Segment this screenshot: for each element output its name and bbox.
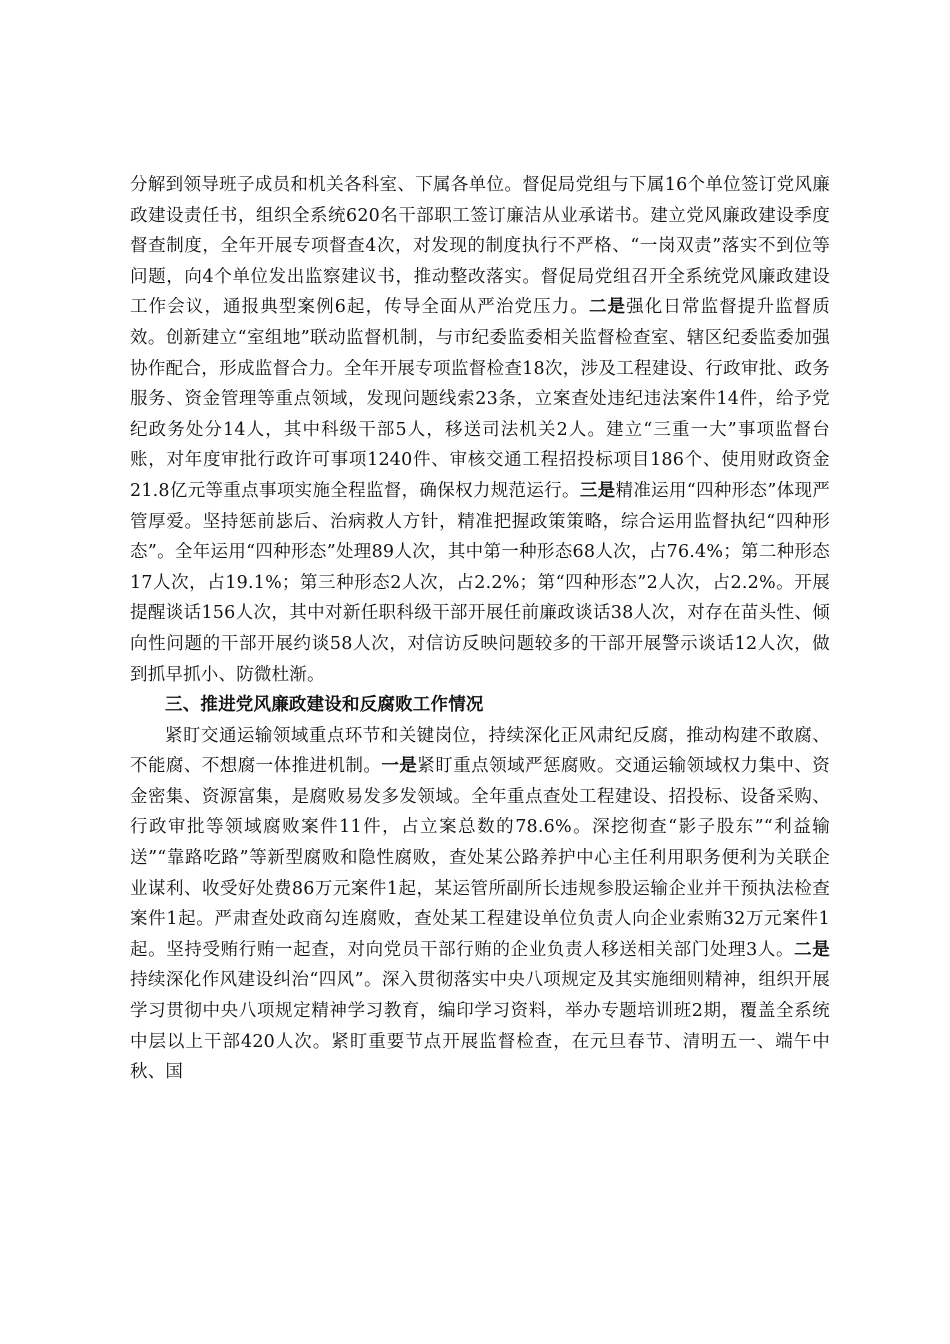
text-run-bold: 二是 — [794, 939, 830, 960]
text-run: 紧盯重点领域严惩腐败。交通运输领域权力集中、资金密集、资源富集，是腐败易发多发领域。全年重点查处工程建设、招投标、设备采购、行政审批等领域腐败案件11件，占立案总数的78.6%。深挖彻查“影子股东”“利益输送”“靠路吃路”等新型腐败和隐性腐败，查处某公路养护中心主任利用职务便利为关联企业谋利、收受好处费86万元案件1起，某运管所副所长违规参股运输企业并干预执法检查案件1起。严肃查处政商勾连腐败，查处某工程建设单位负责人向企业索贿32万元案件1起。坚持受贿行贿一起查，对向党员干部行贿的企业负责人移送相关部门处理3人。 — [130, 756, 830, 960]
paragraph — [130, 721, 830, 1088]
text-run: 强化日常监督提升监督质效。创新建立“室组地”联动监督机制，与市纪委监委相关监督检查室、辖区纪委监委加强协作配合，形成监督合力。全年开展专项监督检查18次，涉及工程建设、行政审批、政务服务、资金管理等重点领域，发现问题线索23条，立案查处违纪违法案件14件，给予党纪政务处分14人，其中科级干部5人，移送司法机关2人。建立“三重一大”事项监督台账，对年度审批行政许可事项1240件、审核交通工程招投标项目186个、使用财政资金21.8亿元等重点事项实施全程监督，确保权力规范运行。 — [130, 297, 830, 501]
section-heading: 三、推进党风廉政建设和反腐败工作情况 — [165, 695, 484, 716]
text-run: 精准运用“四种形态”体现严管厚爱。坚持惩前毖后、治病救人方针，精准把握政策策略，综合运用监督执纪“四种形态”。全年运用“四种形态”处理89人次，其中第一种形态68人次，占76.4%；第二种形态17人次，占19.1%；第三种形态2人次，占2.2%；第“四种形态”2人次，占2.2%。开展提醒谈话156人次，其中对新任职科级干部开展任前廉政谈话38人次，对存在苗头性、倾向性问题的干部开展约谈58人次，对信访反映问题较多的干部开展警示谈话12人次，做到抓早抓小、防微杜渐。 — [130, 480, 830, 685]
text-run: 持续深化作风建设纠治“四风”。深入贯彻落实中央八项规定及其实施细则精神，组织开展学习贯彻中央八项规定精神学习教育，编印学习资料，举办专题培训班2期，覆盖全系统中层以上干部420人次。紧盯重要节点开展监督检查，在元旦春节、清明五一、端午中秋、国 — [130, 970, 830, 1083]
document-body — [130, 170, 830, 1088]
text-run-bold: 二是 — [588, 297, 627, 318]
text-run-bold: 一是 — [381, 756, 418, 777]
paragraph-continuation — [130, 170, 830, 690]
text-run-bold: 三是 — [579, 480, 616, 501]
text-run: 分解到领导班子成员和机关各科室、下属各单位。督促局党组与下属16个单位签订党风廉政建设责任书，组织全系统620名干部职工签订廉洁从业承诺书。建立党风廉政建设季度督查制度，全年开展专项督查4次，对发现的制度执行不严格、“一岗双责”落实不到位等问题，向4个单位发出监察建议书，推动整改落实。督促局党组召开全系统党风廉政建设工作会议，通报典型案例6起，传导全面从严治党压力。 — [130, 175, 830, 318]
text-run: 紧盯交通运输领域重点环节和关键岗位，持续深化正风肃纪反腐，推动构建不敢腐、不能腐、不想腐一体推进机制。 — [130, 725, 830, 777]
